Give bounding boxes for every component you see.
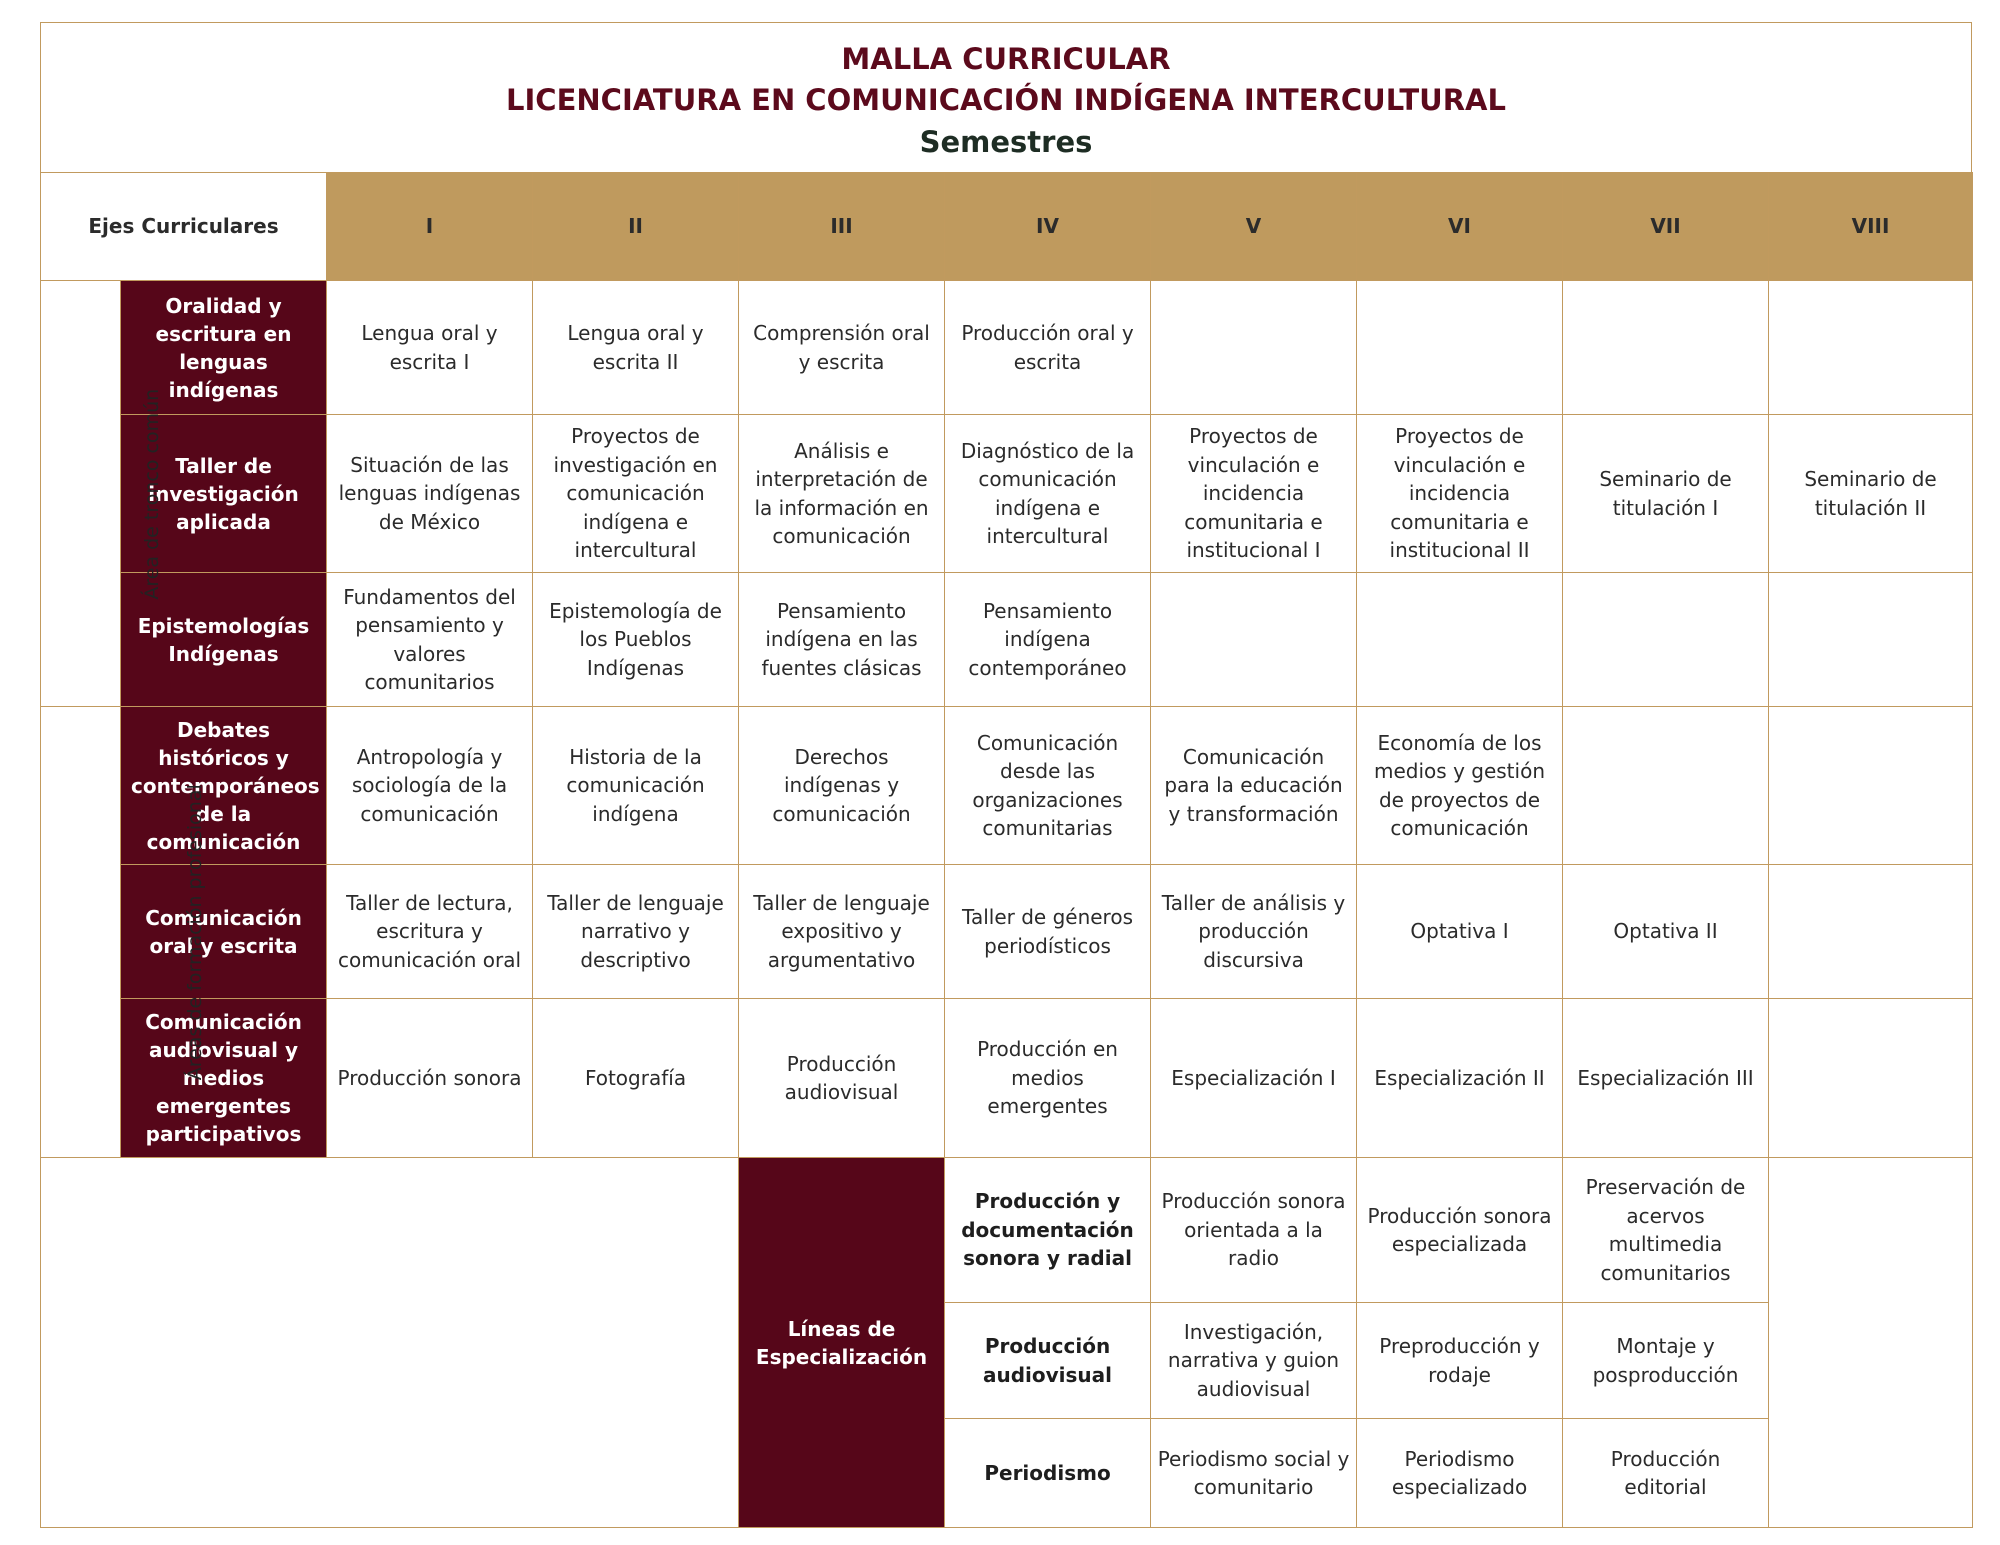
course-cell — [1769, 281, 1973, 415]
course-cell: Optativa II — [1563, 865, 1769, 999]
axis-row — [41, 707, 1973, 865]
course-cell — [1563, 707, 1769, 865]
course-cell: Pensamiento indígena contemporáneo — [945, 573, 1151, 707]
axis-row — [41, 281, 1973, 415]
blank-cell — [1769, 1158, 1973, 1528]
course-cell: Producción oral y escrita — [945, 281, 1151, 415]
semester-header: VI — [1357, 173, 1563, 281]
course-cell: Epistemología de los Pueblos Indígenas — [533, 573, 739, 707]
blank-area — [41, 1158, 739, 1528]
course-cell: Antropología y sociología de la comunicación — [327, 707, 533, 865]
course-cell: Producción editorial — [1563, 1419, 1769, 1528]
course-cell: Derechos indígenas y comunicación — [739, 707, 945, 865]
course-cell — [1151, 281, 1357, 415]
axis-label: Comunicación oral y escrita — [121, 865, 327, 999]
specialization-row — [41, 1158, 1973, 1303]
course-cell — [1357, 281, 1563, 415]
course-cell: Fotografía — [533, 999, 739, 1158]
course-cell: Comprensión oral y escrita — [739, 281, 945, 415]
course-cell — [1769, 707, 1973, 865]
course-cell: Lengua oral y escrita I — [327, 281, 533, 415]
course-cell: Taller de lenguaje narrativo y descriptivo — [533, 865, 739, 999]
area-formacion-profesional — [41, 707, 206, 1158]
course-cell: Proyectos de investigación en comunicación indígena e intercultural — [533, 415, 739, 573]
course-cell — [1563, 281, 1769, 415]
course-cell: Preproducción y rodaje — [1357, 1303, 1563, 1419]
course-cell: Proyectos de vinculación e incidencia comunitaria e institucional I — [1151, 415, 1357, 573]
course-cell: Montaje y posproducción — [1563, 1303, 1769, 1419]
axis-label: Comunicación audiovisual y medios emergentes participativos — [121, 999, 327, 1158]
semester-header: IV — [945, 173, 1151, 281]
course-cell: Proyectos de vinculación e incidencia comunitaria e institucional II — [1357, 415, 1563, 573]
course-cell — [1769, 865, 1973, 999]
course-cell: Taller de lenguaje expositivo y argumentativo — [739, 865, 945, 999]
course-cell: Taller de análisis y producción discursiva — [1151, 865, 1357, 999]
course-cell: Historia de la comunicación indígena — [533, 707, 739, 865]
semester-header: I — [327, 173, 533, 281]
course-cell: Lengua oral y escrita II — [533, 281, 739, 415]
title-semestres: Semestres — [919, 125, 1093, 159]
course-cell: Pensamiento indígena en las fuentes clásicas — [739, 573, 945, 707]
semester-header: VII — [1563, 173, 1769, 281]
semester-header: III — [739, 173, 945, 281]
course-cell: Investigación, narrativa y guion audiovisual — [1151, 1303, 1357, 1419]
course-cell: Producción en medios emergentes — [945, 999, 1151, 1158]
especializacion-label: Líneas de Especialización — [739, 1158, 945, 1528]
course-cell: Especialización III — [1563, 999, 1769, 1158]
semester-header: II — [533, 173, 739, 281]
course-cell: Fundamentos del pensamiento y valores comunitarios — [327, 573, 533, 707]
course-cell: Comunicación para la educación y transformación — [1151, 707, 1357, 865]
semester-header: VIII — [1769, 173, 1973, 281]
course-cell — [1357, 573, 1563, 707]
axis-row — [41, 999, 1973, 1158]
course-cell: Optativa I — [1357, 865, 1563, 999]
course-cell — [1563, 573, 1769, 707]
semester-header-row — [41, 173, 1973, 281]
course-cell — [1151, 573, 1357, 707]
axis-label: Taller de investigación aplicada — [121, 415, 327, 573]
area-label: Área de tronco común — [141, 388, 164, 600]
title-licenciatura: LICENCIATURA EN COMUNICACIÓN INDÍGENA INTERCULTURAL — [506, 83, 1506, 117]
course-cell: Economía de los medios y gestión de proyectos de comunicación — [1357, 707, 1563, 865]
axis-row — [41, 865, 1973, 999]
course-cell: Preservación de acervos multimedia comunitarios — [1563, 1158, 1769, 1303]
ejes-curriculares-header: Ejes Curriculares — [41, 173, 327, 281]
title-malla-curricular: MALLA CURRICULAR — [841, 42, 1171, 76]
area-label: Áreas de formación profesional — [183, 784, 206, 1081]
course-cell: Seminario de titulación II — [1769, 415, 1973, 573]
specialization-line: Producción y documentación sonora y radial — [945, 1158, 1151, 1303]
course-cell: Taller de lectura, escritura y comunicación oral — [327, 865, 533, 999]
axis-label: Epistemologías Indígenas — [121, 573, 327, 707]
course-cell: Seminario de titulación I — [1563, 415, 1769, 573]
title-block — [40, 22, 1972, 172]
axis-row — [41, 573, 1973, 707]
course-cell: Análisis e interpretación de la información en comunicación — [739, 415, 945, 573]
area-tronco-comun — [41, 281, 164, 707]
course-cell: Especialización I — [1151, 999, 1357, 1158]
course-cell: Situación de las lenguas indígenas de México — [327, 415, 533, 573]
course-cell: Taller de géneros periodísticos — [945, 865, 1151, 999]
curriculum-table — [40, 172, 1973, 1528]
course-cell: Producción audiovisual — [739, 999, 945, 1158]
course-cell: Comunicación desde las organizaciones comunitarias — [945, 707, 1151, 865]
course-cell: Producción sonora especializada — [1357, 1158, 1563, 1303]
course-cell — [1769, 999, 1973, 1158]
semester-header: V — [1151, 173, 1357, 281]
course-cell: Periodismo especializado — [1357, 1419, 1563, 1528]
course-cell — [1769, 573, 1973, 707]
course-cell: Periodismo social y comunitario — [1151, 1419, 1357, 1528]
specialization-line: Producción audiovisual — [945, 1303, 1151, 1419]
course-cell: Producción sonora orientada a la radio — [1151, 1158, 1357, 1303]
axis-row — [41, 415, 1973, 573]
course-cell: Diagnóstico de la comunicación indígena e intercultural — [945, 415, 1151, 573]
course-cell: Especialización II — [1357, 999, 1563, 1158]
specialization-line: Periodismo — [945, 1419, 1151, 1528]
axis-label: Debates históricos y contemporáneos de la comunicación — [121, 707, 327, 865]
axis-label: Oralidad y escritura en lenguas indígenas — [121, 281, 327, 415]
course-cell: Producción sonora — [327, 999, 533, 1158]
